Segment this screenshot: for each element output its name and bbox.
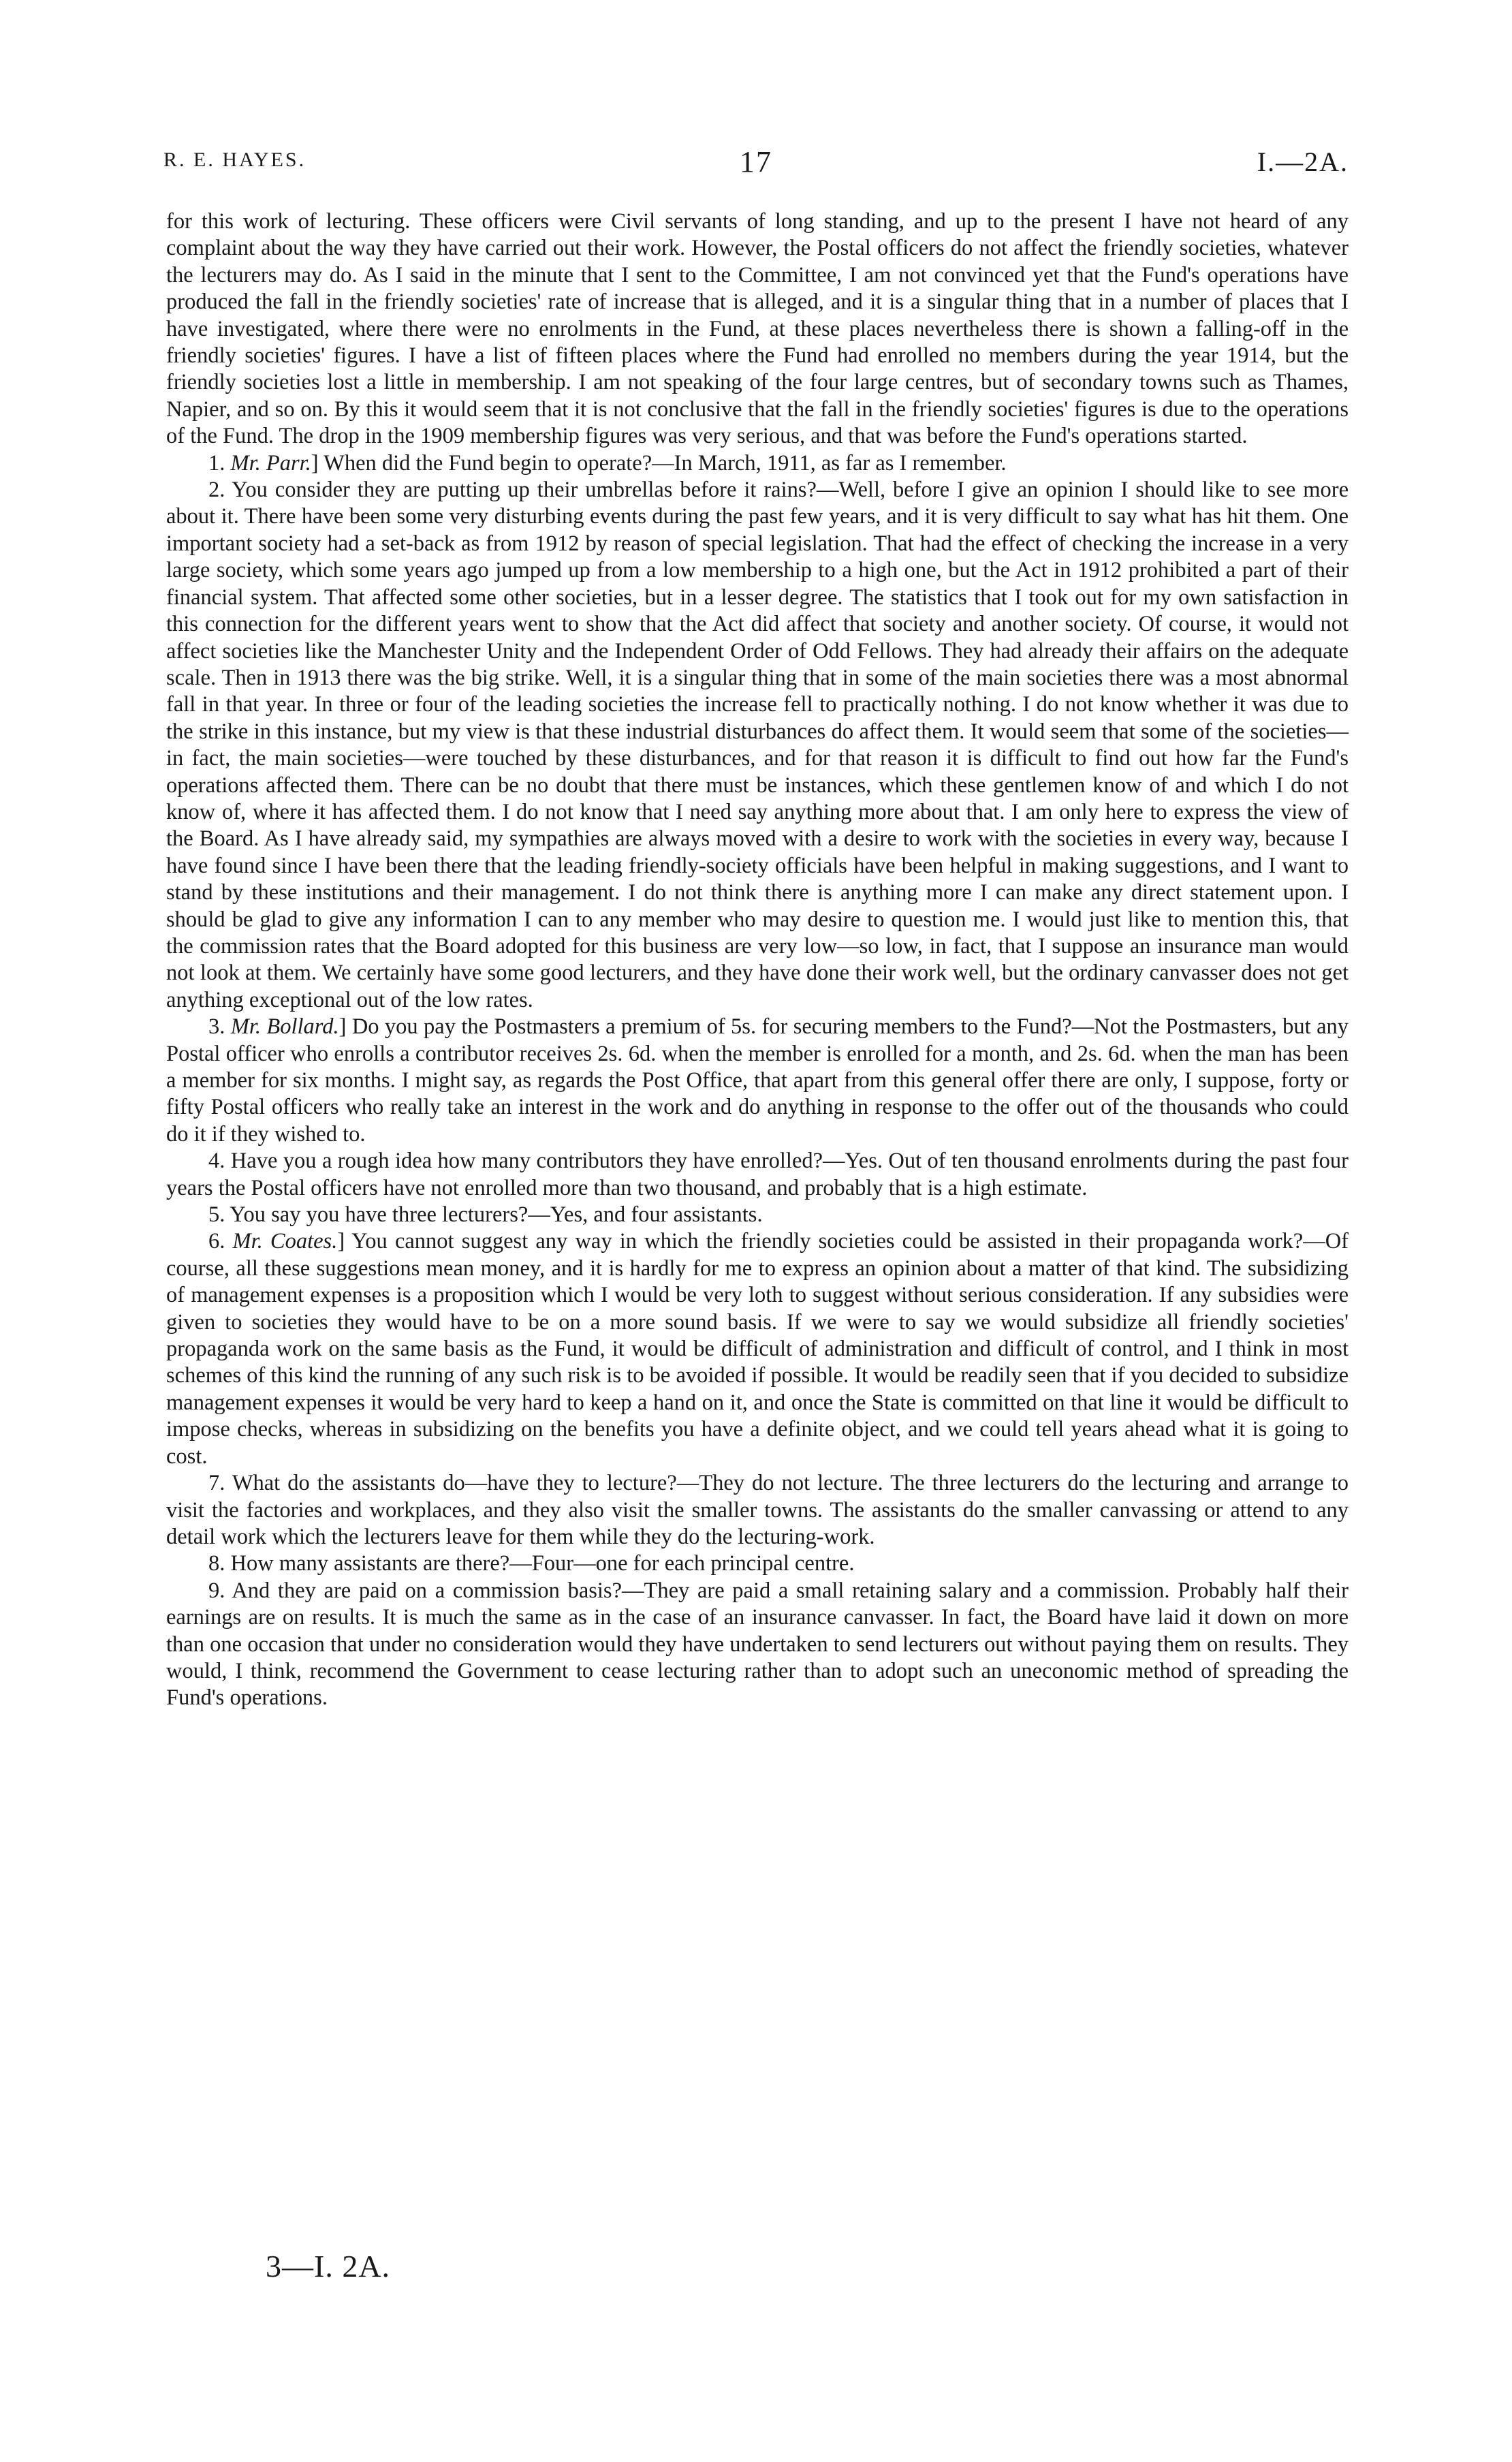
speaker: Mr. Bollard. (230, 1014, 339, 1040)
speaker: Mr. Coates. (232, 1229, 338, 1254)
evidence-body (166, 208, 1349, 1712)
question-answer-4: 4. Have you a rough idea how many contributors they have enrolled?—Yes. Out of ten thousand enrolments during the past four years the Postal officers have not enrolled more than two thousand, and probably that is a high estimate. (166, 1149, 1349, 1200)
question-answer-2: 2. You consider they are putting up their umbrellas before it rains?—Well, before I give an opinion I should like to see more about it. There have been some very disturbing events during the past few years, and it is very difficult to say what has hit them. One important society had a set-back as from 1912 by reason of special legislation. That had the effect of checking the increase in a very large society, which some years ago jumped up from a low membership to a high one, but the Act in 1912 prohibited a part of their financial system. That affected some other societies, but in a lesser degree. The statistics that I took out for my own satisfaction in this connection for the different years went to show that the Act did affect that society and another society. Of course, it would not affect societies like the Manchester Unity and the Independent Order of Odd Fellows. They had already their affairs on the adequate scale. Then in 1913 there was the big strike. Well, it is a singular thing that in some of the main societies there was a most abnormal fall in that year. In three or four of the leading societies the increase fell to practically nothing. I do not know whether it was due to the strike in this instance, but my view is that these industrial disturbances do affect them. It would seem that some of the societies—in fact, the main societies—were touched by these disturbances, and for that reason it is difficult to find out how far the Fund's operations affected them. There can be no doubt that there must be instances, which these gentlemen know of and which I do not know of, where it has affected them. I do not know that I need say anything more about that. I am only here to express the view of the Board. As I have already said, my sympathies are always moved with a desire to work with the societies in every way, because I have found since I have been there that the leading friendly-society officials have been helpful in making suggestions, and I want to stand by these institutions and their management. I do not think there is anything more I can make any direct statement upon. I should be glad to give any information I can to any member who may desire to question me. I would just like to mention this, that the commission rates that the Board adopted for this business are very low—so low, in fact, that I suppose an insurance man would not look at them. We certainly have some good lecturers, and they have done their work well, but the ordinary canvasser does not get anything exceptional out of the low rates. (166, 478, 1349, 1012)
running-head (163, 144, 1349, 185)
witness-name: R. E. HAYES. (163, 149, 306, 171)
continued-paragraph: for this work of lecturing. These officers were Civil servants of long standing, and up to the present I have not heard of any complaint about the way they have carried out their work. However, the Postal officers do not affect the friendly societies, whatever the lecturers may do. As I said in the minute that I sent to the Committee, I am not convinced yet that the Fund's operations have produced the fall in the friendly societies' rate of increase that is alleged, and it is a singular thing that in a number of places that I have investigated, where there were no enrolments in the Fund, at these places nevertheless there is shown a falling-off in the friendly societies' figures. I have a list of fifteen places where the Fund had enrolled no members during the year 1914, but the friendly societies lost a little in membership. I am not speaking of the four large centres, but of secondary towns such as Thames, Napier, and so on. By this it would seem that it is not conclusive that the fall in the friendly societies' figures is due to the operations of the Fund. The drop in the 1909 membership figures was very serious, and that was before the Fund's operations started. (166, 209, 1349, 449)
question-answer-5: 5. You say you have three lecturers?—Yes, and four assistants. (208, 1202, 763, 1228)
paper-reference: I.—2A. (1257, 146, 1349, 177)
question-answer-9: 9. And they are paid on a commission basis?—They are paid a small retaining salary and a commission. Probably half their earnings are on results. It is much the same as in the case of an insurance canvasser. In fact, the Board have laid it down on more than one occasion that under no consideration would they have undertaken to send lecturers out without paying them on results. They would, I think, recommend the Government to cease lecturing rather than to adopt such an uneconomic method of spreading the Fund's operations. (166, 1578, 1349, 1711)
speaker: Mr. Parr. (230, 450, 311, 476)
question-answer-7: 7. What do the assistants do—have they to lecture?—They do not lecture. The three lecturers do the lecturing and arrange to visit the factories and workplaces, and they also visit the smaller towns. The assistants do the smaller canvassing or attend to any detail work which the lecturers leave for them while they do the lecturing-work. (166, 1471, 1349, 1549)
question-answer-1: 1. Mr. Parr.] When did the Fund begin to operate?—In March, 1911, as far as I remember. (208, 450, 1007, 476)
page-number: 17 (740, 145, 772, 178)
question-answer-8: 8. How many assistants are there?—Four—one for each principal centre. (208, 1551, 855, 1576)
question-answer-3: 3. Mr. Bollard.] Do you pay the Postmasters a premium of 5s. for securing members to the Fund?—Not the Postmasters, but any Postal officer who enrolls a contributor receives 2s. 6d. when the member is enrolled for a month, and 2s. 6d. when the man has been a member for six months. I might say, as regards the Post Office, that apart from this general offer there are only, I suppose, forty or fifty Postal officers who really take an interest in the work and do anything in response to the offer out of the thousands who could do it if they wished to. (166, 1014, 1349, 1147)
question-answer-6: 6. Mr. Coates.] You cannot suggest any way in which the friendly societies could be assisted in their propaganda work?—Of course, all these suggestions mean money, and it is hardly for me to express an opinion about a matter of that kind. The subsidizing of management expenses is a proposition which I would be very loth to suggest without serious consideration. If any subsidies were given to societies they would have to be on a more sound basis. If we were to say we would subsidize all friendly societies' propaganda work on the same basis as the Fund, it would be difficult of administration and difficult of control, and I think in most schemes of this kind the running of any such risk is to be avoided if possible. It would be readily seen that if you decided to subsidize management expenses it would be very hard to keep a hand on it, and once the State is committed on that line it would be difficult to impose checks, whereas in subsidizing on the benefits you have a definite object, and we could tell years ahead what it is going to cost. (166, 1229, 1349, 1469)
sheet-signature: 3—I. 2A. (266, 2249, 391, 2284)
